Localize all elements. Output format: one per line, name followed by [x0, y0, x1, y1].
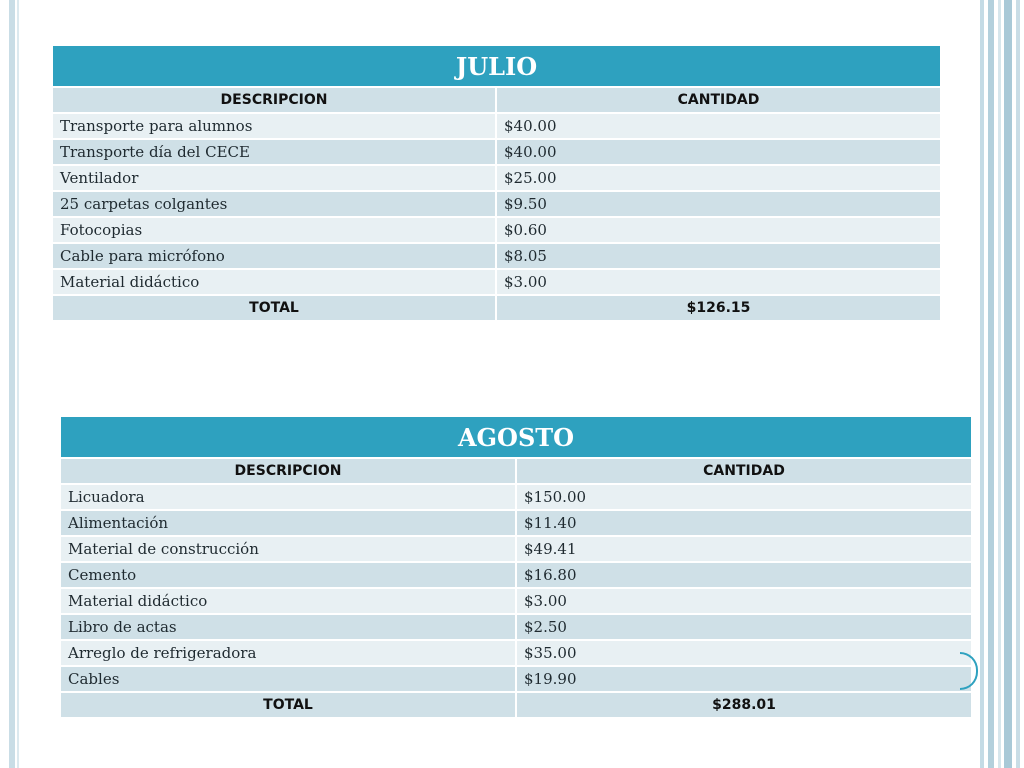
row-descripcion: Libro de actas: [61, 615, 515, 639]
table-row: [53, 114, 940, 138]
julio-col-descripcion: DESCRIPCION: [53, 88, 495, 112]
row-cantidad: $35.00: [517, 641, 971, 665]
row-descripcion: Cables: [61, 667, 515, 691]
row-descripcion: Fotocopias: [53, 218, 495, 242]
julio-title: JULIO: [53, 46, 940, 86]
table-row: [53, 140, 940, 164]
row-cantidad: $9.50: [497, 192, 940, 216]
julio-col-cantidad: CANTIDAD: [497, 88, 940, 112]
row-descripcion: Transporte día del CECE: [53, 140, 495, 164]
row-cantidad: $40.00: [497, 114, 940, 138]
table-row: [61, 615, 971, 639]
table-row: [61, 589, 971, 613]
right-decor-stripes: [978, 0, 1024, 768]
table-row: [53, 192, 940, 216]
table-row: [61, 667, 971, 691]
decor-ring: [960, 652, 978, 690]
agosto-table: [59, 415, 973, 719]
table-row: [53, 218, 940, 242]
left-decor-bar-thin: [17, 0, 19, 768]
row-descripcion: Licuadora: [61, 485, 515, 509]
table-row: [61, 537, 971, 561]
table-row: [53, 244, 940, 268]
row-cantidad: $3.00: [517, 589, 971, 613]
agosto-col-descripcion: DESCRIPCION: [61, 459, 515, 483]
julio-total-value: $126.15: [497, 296, 940, 320]
row-cantidad: $2.50: [517, 615, 971, 639]
row-cantidad: $25.00: [497, 166, 940, 190]
left-decor-bar: [9, 0, 15, 768]
row-descripcion: Material de construcción: [61, 537, 515, 561]
row-cantidad: $8.05: [497, 244, 940, 268]
row-descripcion: Transporte para alumnos: [53, 114, 495, 138]
agosto-col-cantidad: CANTIDAD: [517, 459, 971, 483]
row-descripcion: Cemento: [61, 563, 515, 587]
row-descripcion: Material didáctico: [53, 270, 495, 294]
table-row: [61, 641, 971, 665]
agosto-total-value: $288.01: [517, 693, 971, 717]
agosto-total-label: TOTAL: [61, 693, 515, 717]
agosto-title: AGOSTO: [61, 417, 971, 457]
row-descripcion: Material didáctico: [61, 589, 515, 613]
table-row: [61, 485, 971, 509]
row-descripcion: Cable para micrófono: [53, 244, 495, 268]
table-row: [53, 270, 940, 294]
row-cantidad: $11.40: [517, 511, 971, 535]
row-cantidad: $150.00: [517, 485, 971, 509]
row-cantidad: $40.00: [497, 140, 940, 164]
table-row: [61, 511, 971, 535]
table-row: [61, 563, 971, 587]
row-descripcion: 25 carpetas colgantes: [53, 192, 495, 216]
row-descripcion: Alimentación: [61, 511, 515, 535]
row-cantidad: $49.41: [517, 537, 971, 561]
row-descripcion: Arreglo de refrigeradora: [61, 641, 515, 665]
row-descripcion: Ventilador: [53, 166, 495, 190]
row-cantidad: $0.60: [497, 218, 940, 242]
row-cantidad: $16.80: [517, 563, 971, 587]
row-cantidad: $3.00: [497, 270, 940, 294]
row-cantidad: $19.90: [517, 667, 971, 691]
julio-total-label: TOTAL: [53, 296, 495, 320]
julio-table: [51, 44, 942, 322]
table-row: [53, 166, 940, 190]
